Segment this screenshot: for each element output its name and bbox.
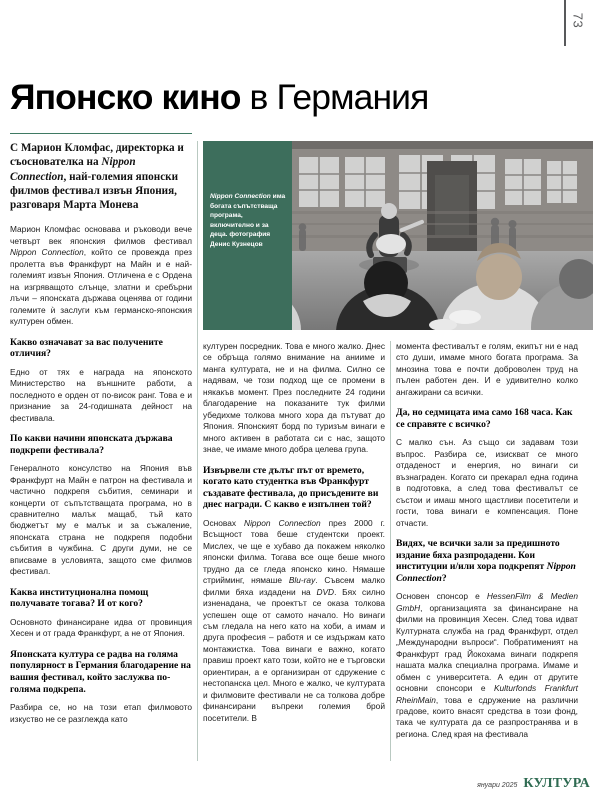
- headline-bold: Японско кино: [10, 77, 241, 117]
- paragraph-italic: Nippon Connection: [10, 247, 84, 258]
- publication-logo: КУЛТУРА: [523, 776, 590, 791]
- answer-part: . Бях силно изненадана, че проектът се оказа толкова успешен още от самото начало. Но винаги съм гледала на него като на хоби, а имам и друга професия – работя и се издържам като монтажистка. Това винаги е важно, когато правиш проект като този, който не е търговски ориентиран, а е организиран от сдружение с нестопанска цел. Много е жалко, че културата и филмовите фестивали не са толкова добре финансирани въпреки големия брой посетители. В: [203, 586, 386, 723]
- answer-part: Основах: [203, 517, 245, 528]
- interview-question: По какви начини японската държава подкрепи фестивала?: [10, 433, 173, 456]
- caption-rest: има богата съпътстваща програма, включително и за деца. фотография Денис Кузнецов: [210, 193, 286, 248]
- paragraph-part: Марион Кломфас основава и ръководи вече четвърт век японския филмов фестивал: [10, 224, 192, 246]
- page-footer: [477, 776, 590, 792]
- interview-question: Какво означават за вас получените отличия?: [10, 336, 163, 360]
- interview-question: Да, но седмицата има само 168 часа. Как се справяте с всичко?: [396, 407, 573, 430]
- answer-italic: DVD: [316, 586, 335, 597]
- standfirst-italic: Nippon Connection: [10, 156, 136, 183]
- answer-part: Основен спонсор е: [396, 591, 487, 602]
- question-part: Видях, че всички зали за предишното издание бяха разпродадени. Кои институции и/или хора подкрепят: [396, 538, 560, 573]
- page-number: 73: [570, 12, 586, 29]
- interview-answer: Основното финансиране идва от провинция Хесен и от града Франкфурт, а не от Япония.: [10, 616, 192, 639]
- caption-italic-lead: Nippon Connection: [210, 193, 271, 200]
- standfirst-after: , най-големия японски филмов фестивал извън Япония, разговаря Марта Монева: [10, 170, 179, 212]
- paragraph: културен посредник. Това е много жалко. Днес се обръща голямо внимание на анииме и манга културата, не и на филма. Силно се надявам, че този подход ще се промени в някакъв момент. През последните 24 години благодарение на показаните тук филми убедихме толкова много хора да пътуват до Япония. Японският борд по туризъм винаги е много активен в работата си с нас, защото знае, че имаме много добра целева група.: [203, 341, 385, 455]
- answer-italic: HessenFilm & Medien GmbH: [396, 591, 578, 613]
- standfirst-before: С Марион Кломфас, директорка и съоснователка на: [10, 142, 184, 169]
- interview-answer: Едно от тях е награда на японското Министерство на външните работи, а последното е орден от по-висок ранг. Това е и признание за 24-годишната дейност на фестивала.: [10, 366, 192, 423]
- answer-part: , организацията за финансиране на филми на провинция Хесен. След това идват Културната служба на град Франкфурт, отдел „Международни въпроси“. Побратименият на Франкфурт град Йокохама винаги подкрепя нашата малка специална програма. Имаме и обмен с университета. А един от другите основни спонсори е: [396, 602, 578, 694]
- answer-part: . Съвсем малко филми бяха издадени на: [203, 575, 385, 597]
- paragraph-part: , който се провежда през пролетта във Франкфурт на Майн и е най-големият извън Япония. Отличена е с Ордена на изгряващото слънце, златни и сребърни лъчи – японската държава оценява от години големите ѝ заслуги към германско-японския културен обмен.: [10, 247, 192, 327]
- footer-date: януари 2025: [477, 782, 518, 789]
- answer-italic: Blu-ray: [288, 575, 316, 586]
- headline-light: в Германия: [240, 77, 429, 117]
- standfirst: [10, 141, 192, 212]
- interview-answer: [396, 591, 578, 740]
- interview-question: Извървели сте дълъг път от времето, когато като студентка във Франкфурт създавате фестивала, до присъдените ви днес награди. С какво е изпълнен той?: [203, 464, 379, 511]
- text-column-2: [203, 0, 385, 733]
- interview-answer: С малко сън. Аз също си задавам този въпрос. Разбира се, изискват се много отдаденост и енергия, но винаги си възнаграден. Когато си прекарал една година в подготовка, а след това фестивалът се състои и имаш много щастливи посетители и гости, това винаги е компенсация. Поне отчасти.: [396, 437, 578, 528]
- interview-answer: [203, 518, 385, 724]
- question-part: ?: [441, 572, 447, 584]
- column-divider-2: [390, 341, 391, 761]
- column-divider-1: [197, 141, 198, 761]
- answer-part: , това е сдружение на различни градове, които внасят средства в този фонд, така че културата да се разпространява и в региона. След края на фестивала: [396, 694, 578, 739]
- paragraph: [10, 224, 192, 327]
- interview-answer: Генералното консулство на Япония във Франкфурт на Майн е патрон на фестивала и частично подкрепя събития, семинари и концерти от съпътстващата програма, но в сравнително малък мащаб, тъй като бюджетът му е малък и за съжаление, японската страна не подкрепя подобни събития в чужбина. С други думи, не се вписваме в условията, защото сме филмов фестивал.: [10, 463, 192, 577]
- text-column-1: [10, 0, 192, 734]
- answer-italic: Nippon Connection: [244, 517, 321, 528]
- paragraph: момента фестивалът е голям, екипът ни е над сто души, имаме много богата програма. За мнозина това е почти доброволен труд на пълен работен ден. И е удивително колко ангажирани са всички.: [396, 341, 578, 397]
- interview-question: [396, 538, 578, 584]
- interview-question: Каква институционална помощ получавате тогава? И от кого?: [10, 586, 149, 610]
- interview-question: Японската култура се радва на голяма популярност в Германия благодарение на вашия фестивал, който заслужва по-голяма подкрепа.: [10, 648, 191, 695]
- question-italic: Nippon Connection: [396, 561, 576, 584]
- answer-italic: Kulturfonds Frankfurt RheinMain: [396, 683, 578, 705]
- interview-answer: Разбира се, но на този етап филмовото изкуство не се разглежда като: [10, 702, 192, 724]
- answer-part: през 2000 г. Всъщност това беше студентски проект. Мислех, че ще е хубаво да покажем няколко японски филма. Тогава все още беше много трудно да се гледа японско кино. Нямаше стрийминг, нямаше: [203, 517, 385, 586]
- text-column-3: [396, 0, 578, 749]
